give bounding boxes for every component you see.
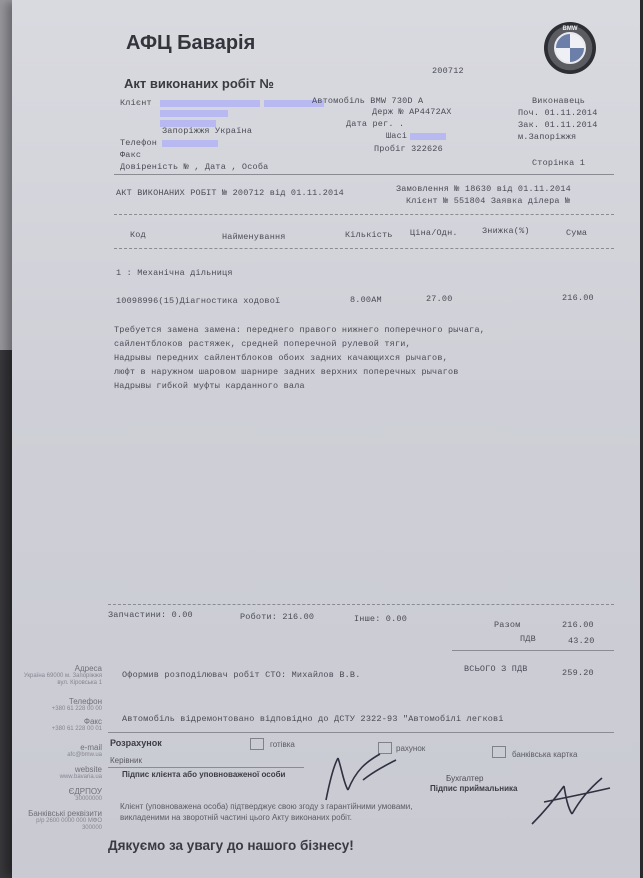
vat-rule xyxy=(452,650,614,651)
sidebar-fax: +380 61 228 00 01 xyxy=(51,726,102,732)
accountant-label: Бухгалтер xyxy=(446,774,484,783)
act-title: Акт виконаних робіт № xyxy=(124,76,274,91)
sidebar-address: Україна 69000 м. Запоріжжя вул. Кіровська 1 xyxy=(23,673,102,686)
client-signature-image xyxy=(308,740,408,810)
col-price: Ціна/Одн. xyxy=(410,228,458,238)
redacted-phone xyxy=(162,140,218,147)
thanks-message: Дякуємо за увагу до нашого бізнесу! xyxy=(108,838,354,853)
sidebar-edrpou: 30000000 xyxy=(75,796,102,802)
sum-value: 216.00 xyxy=(562,620,594,630)
client-number-line: Клієнт № 551804 Заявка ділера № xyxy=(406,196,571,206)
phone-label: Телефон xyxy=(120,138,158,148)
sidebar-phone: +380 61 228 00 00 xyxy=(51,706,102,712)
col-sum: Сума xyxy=(566,228,588,238)
redacted-client xyxy=(160,100,260,107)
other-total: Інше: 0.00 xyxy=(354,614,408,624)
note-line: люфт в наружном шаровом шарнире задних верхних поперечных рычагов xyxy=(114,367,459,377)
col-qty: Кількість xyxy=(345,230,393,240)
city-line: Запоріжжя Україна xyxy=(162,126,253,136)
disclaimer-line: Клієнт (уповноважена особа) підтверджує свою згоду з гарантійними умовами, xyxy=(120,802,413,811)
total-value: 259.20 xyxy=(562,668,594,678)
redacted-address xyxy=(160,110,228,117)
sidebar-website-label: website xyxy=(74,765,102,774)
document-sheet xyxy=(12,0,640,878)
row-sum: 216.00 xyxy=(562,293,594,303)
bmw-logo-icon: BMW xyxy=(544,22,596,74)
card-checkbox[interactable] xyxy=(492,746,506,758)
page-number: Сторінка 1 xyxy=(532,158,586,168)
sum-label: Разом xyxy=(494,620,521,630)
contact-sidebar xyxy=(22,664,102,832)
end-date: Зак. 01.11.2014 xyxy=(518,120,598,130)
manager-label: Керівник xyxy=(110,756,142,765)
client-label: Клієнт xyxy=(120,98,152,108)
disclaimer-line: викладеними на зворотній частині цього Акту виконаних робіт. xyxy=(120,813,352,822)
company-name: АФЦ Баварія xyxy=(126,32,256,54)
cash-checkbox[interactable] xyxy=(250,738,264,750)
sidebar-bank: р/р 2600 0000 000 МФО 300000 xyxy=(36,818,102,831)
note-line: Надрывы гибкой муфты карданного вала xyxy=(114,381,305,391)
invoice-label: рахунок xyxy=(396,744,426,753)
start-date: Поч. 01.11.2014 xyxy=(518,108,598,118)
redacted-vin xyxy=(410,133,446,140)
section-title: 1 : Механічна дільниця xyxy=(116,268,233,278)
sidebar-email: afc@bmw.ua xyxy=(67,752,102,758)
note-line: сайлентблоков растяжек, средней поперечной рулевой тяги, xyxy=(114,339,411,349)
executor-label: Виконавець xyxy=(532,96,586,106)
divider xyxy=(114,174,614,175)
payment-top-rule xyxy=(108,732,614,733)
sidebar-email-label: e-mail xyxy=(80,743,102,752)
vat-value: 43.20 xyxy=(568,636,595,646)
vehicle-line: Автомобіль BMW 730D A xyxy=(312,96,424,106)
note-line: Надрывы передних сайлентблоков обоих задних качающихся рычагов, xyxy=(114,353,448,363)
vat-label: ПДВ xyxy=(520,634,536,644)
vin-line: Шасі xyxy=(386,131,408,141)
dstu-line: Автомобіль відремонтовано відповідно до ДСТУ 2322-93 "Автомобілі легкові xyxy=(122,714,504,724)
table-header-rule xyxy=(114,248,614,249)
client-sign-rule xyxy=(108,767,304,768)
doc-number: 200712 xyxy=(432,66,464,76)
card-label: банківська картка xyxy=(512,750,578,759)
client-signature-label: Підпис клієнта або уповноваженої особи xyxy=(122,770,286,779)
act-line: АКТ ВИКОНАНИХ РОБІТ № 200712 від 01.11.2014 xyxy=(116,188,344,198)
table-top-rule xyxy=(114,214,614,215)
sidebar-fax-label: Факс xyxy=(83,717,102,726)
note-line: Требуется замена замена: переднего правого нижнего поперечного рычага, xyxy=(114,325,486,335)
col-code: Код xyxy=(130,230,146,240)
payment-label: Розрахунок xyxy=(110,738,162,748)
sidebar-bank-label: Банківські реквізити xyxy=(28,809,102,818)
col-name: Найменування xyxy=(222,232,286,242)
col-discount: Знижка(%) xyxy=(482,226,530,236)
fax-label: Факс xyxy=(120,150,142,160)
parts-total: Запчастини: 0.00 xyxy=(108,610,193,620)
sidebar-phone-label: Телефон xyxy=(68,697,102,706)
plate-line: Держ № АР4472АХ xyxy=(372,107,452,117)
row-price: 27.00 xyxy=(426,294,453,304)
works-total: Роботи: 216.00 xyxy=(240,612,315,622)
cash-label: готівка xyxy=(270,740,295,749)
totals-rule xyxy=(108,604,614,605)
sidebar-address-label: Адреса xyxy=(74,664,102,673)
receiver-signature-image xyxy=(524,772,614,832)
sidebar-website: www.bavaria.ua xyxy=(59,774,102,780)
proxy-line: Довіреність № , Дата , Особа xyxy=(120,162,269,172)
row-qty: 8.00АМ xyxy=(350,295,382,305)
sidebar-edrpou-label: ЄДРПОУ xyxy=(68,787,102,796)
row-code-name: 10098996(15)Діагностика ходової xyxy=(116,296,281,306)
mileage-line: Пробіг 322626 xyxy=(374,144,443,154)
city-right: м.Запоріжжя xyxy=(518,132,577,142)
total-label: ВСЬОГО З ПДВ xyxy=(464,664,528,674)
order-line: Замовлення № 18630 від 01.11.2014 xyxy=(396,184,571,194)
registrar-line: Оформив розподілювач робіт СТО: Михайлов В.В. xyxy=(122,670,361,680)
receiver-signature-label: Підпис приймальника xyxy=(430,784,518,793)
reg-date-line: Дата рег. . xyxy=(346,119,405,129)
